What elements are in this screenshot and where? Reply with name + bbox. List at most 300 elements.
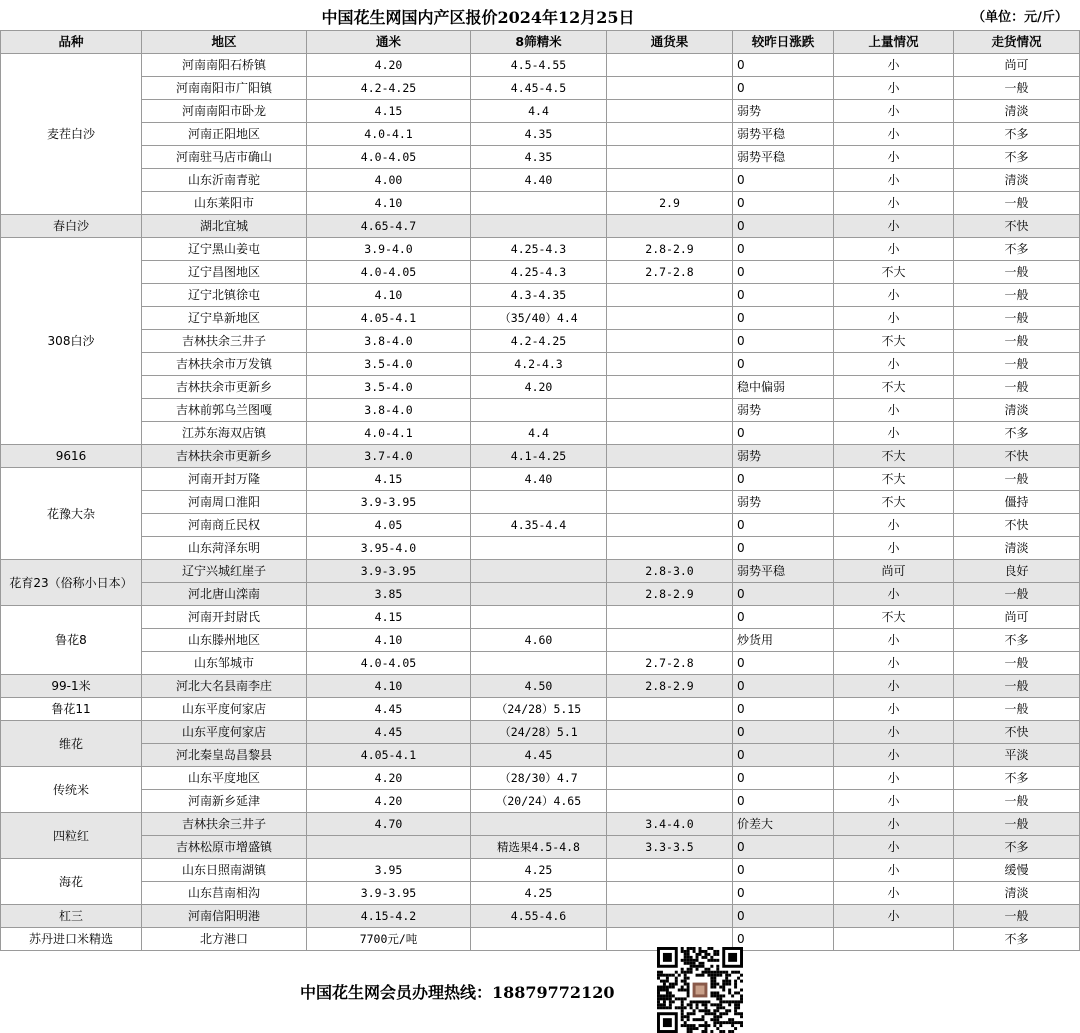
tonghuoguo-cell	[607, 767, 733, 790]
sales-cell: 不快	[954, 445, 1080, 468]
tongmi-cell: 4.20	[307, 767, 471, 790]
8sieve-cell	[471, 583, 607, 606]
sales-cell: 缓慢	[954, 859, 1080, 882]
header-change: 较昨日涨跌	[733, 31, 834, 54]
8sieve-cell: 4.1-4.25	[471, 445, 607, 468]
supply-cell: 小	[834, 514, 954, 537]
change-cell: 弱势平稳	[733, 560, 834, 583]
region-cell: 河南开封尉氏	[142, 606, 307, 629]
region-cell: 山东平度地区	[142, 767, 307, 790]
8sieve-cell	[471, 928, 607, 951]
change-cell: 0	[733, 767, 834, 790]
sales-cell: 不多	[954, 422, 1080, 445]
tonghuoguo-cell: 2.8-2.9	[607, 583, 733, 606]
change-cell: 0	[733, 905, 834, 928]
tongmi-cell: 3.8-4.0	[307, 330, 471, 353]
table-row	[1, 560, 1080, 583]
tongmi-cell: 4.70	[307, 813, 471, 836]
table-row	[1, 813, 1080, 836]
tongmi-cell: 4.15	[307, 468, 471, 491]
change-cell: 稳中偏弱	[733, 376, 834, 399]
change-cell: 0	[733, 330, 834, 353]
table-row	[1, 859, 1080, 882]
tongmi-cell: 4.05	[307, 514, 471, 537]
variety-cell: 花育23（俗称小日本）	[1, 560, 142, 606]
tongmi-cell: 4.20	[307, 790, 471, 813]
tongmi-cell: 4.10	[307, 192, 471, 215]
change-cell: 0	[733, 238, 834, 261]
sales-cell: 一般	[954, 284, 1080, 307]
8sieve-cell: （35/40）4.4	[471, 307, 607, 330]
change-cell: 0	[733, 192, 834, 215]
tongmi-cell: 4.0-4.05	[307, 652, 471, 675]
tongmi-cell: 4.05-4.1	[307, 744, 471, 767]
sales-cell: 清淡	[954, 100, 1080, 123]
tonghuoguo-cell	[607, 100, 733, 123]
table-row	[1, 675, 1080, 698]
supply-cell: 小	[834, 882, 954, 905]
change-cell: 弱势	[733, 491, 834, 514]
table-row	[1, 468, 1080, 491]
change-cell: 炒货用	[733, 629, 834, 652]
tongmi-cell: 4.45	[307, 721, 471, 744]
header-region: 地区	[142, 31, 307, 54]
sales-cell: 尚可	[954, 54, 1080, 77]
region-cell: 辽宁昌图地区	[142, 261, 307, 284]
sales-cell: 不快	[954, 514, 1080, 537]
sales-cell: 清淡	[954, 537, 1080, 560]
tonghuoguo-cell	[607, 376, 733, 399]
8sieve-cell	[471, 813, 607, 836]
sales-cell: 不快	[954, 215, 1080, 238]
8sieve-cell: 4.60	[471, 629, 607, 652]
tongmi-cell	[307, 836, 471, 859]
region-cell: 湖北宜城	[142, 215, 307, 238]
sales-cell: 一般	[954, 330, 1080, 353]
variety-cell: 传统米	[1, 767, 142, 813]
8sieve-cell: 4.45	[471, 744, 607, 767]
change-cell: 弱势	[733, 399, 834, 422]
8sieve-cell: 4.20	[471, 376, 607, 399]
supply-cell: 小	[834, 353, 954, 376]
header-row	[1, 31, 1080, 54]
8sieve-cell: 4.25	[471, 859, 607, 882]
sales-cell: 不多	[954, 146, 1080, 169]
8sieve-cell	[471, 606, 607, 629]
variety-cell: 杠三	[1, 905, 142, 928]
tonghuoguo-cell	[607, 445, 733, 468]
sales-cell: 不多	[954, 928, 1080, 951]
region-cell: 河南南阳市广阳镇	[142, 77, 307, 100]
8sieve-cell: （24/28）5.15	[471, 698, 607, 721]
supply-cell: 小	[834, 215, 954, 238]
change-cell: 0	[733, 169, 834, 192]
8sieve-cell: 4.25-4.3	[471, 238, 607, 261]
sales-cell: 一般	[954, 652, 1080, 675]
region-cell: 江苏东海双店镇	[142, 422, 307, 445]
change-cell: 0	[733, 606, 834, 629]
tonghuoguo-cell	[607, 307, 733, 330]
table-row	[1, 491, 1080, 514]
variety-cell: 99-1米	[1, 675, 142, 698]
table-row	[1, 376, 1080, 399]
variety-cell: 9616	[1, 445, 142, 468]
supply-cell	[834, 928, 954, 951]
region-cell: 河北唐山滦南	[142, 583, 307, 606]
tonghuoguo-cell	[607, 169, 733, 192]
supply-cell: 小	[834, 537, 954, 560]
supply-cell: 小	[834, 721, 954, 744]
8sieve-cell: 4.40	[471, 468, 607, 491]
supply-cell: 小	[834, 652, 954, 675]
region-cell: 辽宁兴城红崖子	[142, 560, 307, 583]
unit-label: （单位：元/斤）	[972, 10, 1068, 25]
sales-cell: 不多	[954, 767, 1080, 790]
region-cell: 辽宁北镇徐屯	[142, 284, 307, 307]
table-row	[1, 54, 1080, 77]
region-cell: 河南新乡延津	[142, 790, 307, 813]
table-row	[1, 652, 1080, 675]
sales-cell: 一般	[954, 905, 1080, 928]
tonghuoguo-cell	[607, 422, 733, 445]
region-cell: 河南南阳市卧龙	[142, 100, 307, 123]
change-cell: 0	[733, 859, 834, 882]
table-row	[1, 77, 1080, 100]
header-tonghuoguo: 通货果	[607, 31, 733, 54]
table-row	[1, 767, 1080, 790]
sales-cell: 尚可	[954, 606, 1080, 629]
table-row	[1, 307, 1080, 330]
tonghuoguo-cell	[607, 215, 733, 238]
variety-cell: 麦茬白沙	[1, 54, 142, 215]
sales-cell: 不多	[954, 629, 1080, 652]
8sieve-cell: 4.40	[471, 169, 607, 192]
tonghuoguo-cell	[607, 146, 733, 169]
table-row	[1, 721, 1080, 744]
change-cell: 0	[733, 261, 834, 284]
sales-cell: 不快	[954, 721, 1080, 744]
table-row	[1, 514, 1080, 537]
change-cell: 0	[733, 77, 834, 100]
sales-cell: 一般	[954, 261, 1080, 284]
sales-cell: 一般	[954, 583, 1080, 606]
table-row	[1, 629, 1080, 652]
supply-cell: 小	[834, 399, 954, 422]
variety-cell: 308白沙	[1, 238, 142, 445]
table-row	[1, 330, 1080, 353]
tonghuoguo-cell	[607, 882, 733, 905]
sales-cell: 平淡	[954, 744, 1080, 767]
variety-cell: 鲁花8	[1, 606, 142, 675]
8sieve-cell: 精选果4.5-4.8	[471, 836, 607, 859]
supply-cell: 小	[834, 146, 954, 169]
change-cell: 0	[733, 307, 834, 330]
sales-cell: 一般	[954, 307, 1080, 330]
tonghuoguo-cell: 2.9	[607, 192, 733, 215]
header-variety: 品种	[1, 31, 142, 54]
table-row	[1, 146, 1080, 169]
region-cell: 河北秦皇岛昌黎县	[142, 744, 307, 767]
region-cell: 河南正阳地区	[142, 123, 307, 146]
change-cell: 0	[733, 537, 834, 560]
tonghuoguo-cell: 2.8-2.9	[607, 675, 733, 698]
tongmi-cell: 3.7-4.0	[307, 445, 471, 468]
variety-cell: 苏丹进口米精选	[1, 928, 142, 951]
tongmi-cell: 3.95-4.0	[307, 537, 471, 560]
change-cell: 0	[733, 215, 834, 238]
header-sales: 走货情况	[954, 31, 1080, 54]
sales-cell: 不多	[954, 238, 1080, 261]
supply-cell: 小	[834, 698, 954, 721]
region-cell: 吉林扶余三井子	[142, 813, 307, 836]
sales-cell: 一般	[954, 192, 1080, 215]
tonghuoguo-cell: 2.7-2.8	[607, 652, 733, 675]
supply-cell: 小	[834, 54, 954, 77]
variety-cell: 维花	[1, 721, 142, 767]
tongmi-cell: 4.00	[307, 169, 471, 192]
region-cell: 河北大名县南李庄	[142, 675, 307, 698]
title-bar	[0, 0, 1080, 30]
region-cell: 山东莱阳市	[142, 192, 307, 215]
tongmi-cell: 3.9-3.95	[307, 491, 471, 514]
tonghuoguo-cell	[607, 284, 733, 307]
tonghuoguo-cell	[607, 123, 733, 146]
8sieve-cell: （28/30）4.7	[471, 767, 607, 790]
supply-cell: 小	[834, 675, 954, 698]
supply-cell: 不大	[834, 491, 954, 514]
8sieve-cell: 4.35	[471, 146, 607, 169]
tonghuoguo-cell	[607, 468, 733, 491]
supply-cell: 小	[834, 123, 954, 146]
supply-cell: 小	[834, 77, 954, 100]
sales-cell: 一般	[954, 376, 1080, 399]
region-cell: 山东平度何家店	[142, 698, 307, 721]
tongmi-cell: 4.0-4.1	[307, 123, 471, 146]
change-cell: 0	[733, 54, 834, 77]
supply-cell: 小	[834, 767, 954, 790]
tonghuoguo-cell: 3.4-4.0	[607, 813, 733, 836]
change-cell: 0	[733, 721, 834, 744]
region-cell: 山东滕州地区	[142, 629, 307, 652]
tongmi-cell: 4.10	[307, 629, 471, 652]
8sieve-cell	[471, 491, 607, 514]
variety-cell: 海花	[1, 859, 142, 905]
variety-cell: 花豫大杂	[1, 468, 142, 560]
8sieve-cell: 4.35	[471, 123, 607, 146]
tonghuoguo-cell	[607, 629, 733, 652]
8sieve-cell	[471, 399, 607, 422]
8sieve-cell: （24/28）5.1	[471, 721, 607, 744]
variety-cell: 春白沙	[1, 215, 142, 238]
table-row	[1, 790, 1080, 813]
tongmi-cell: 3.5-4.0	[307, 353, 471, 376]
change-cell: 0	[733, 744, 834, 767]
supply-cell: 不大	[834, 376, 954, 399]
table-row	[1, 583, 1080, 606]
sales-cell: 一般	[954, 813, 1080, 836]
tonghuoguo-cell	[607, 514, 733, 537]
tonghuoguo-cell	[607, 330, 733, 353]
tongmi-cell: 3.5-4.0	[307, 376, 471, 399]
8sieve-cell: 4.25	[471, 882, 607, 905]
8sieve-cell: 4.3-4.35	[471, 284, 607, 307]
region-cell: 河南驻马店市确山	[142, 146, 307, 169]
table-row	[1, 698, 1080, 721]
variety-cell: 四粒红	[1, 813, 142, 859]
change-cell: 0	[733, 836, 834, 859]
supply-cell: 小	[834, 238, 954, 261]
supply-cell: 不大	[834, 606, 954, 629]
change-cell: 0	[733, 422, 834, 445]
region-cell: 吉林扶余市万发镇	[142, 353, 307, 376]
change-cell: 0	[733, 882, 834, 905]
tongmi-cell: 4.2-4.25	[307, 77, 471, 100]
supply-cell: 小	[834, 629, 954, 652]
sales-cell: 一般	[954, 77, 1080, 100]
8sieve-cell: 4.5-4.55	[471, 54, 607, 77]
change-cell: 弱势平稳	[733, 123, 834, 146]
region-cell: 山东沂南青驼	[142, 169, 307, 192]
table-body	[1, 54, 1080, 951]
table-row	[1, 215, 1080, 238]
tonghuoguo-cell: 2.8-3.0	[607, 560, 733, 583]
tonghuoguo-cell	[607, 790, 733, 813]
supply-cell: 小	[834, 790, 954, 813]
tongmi-cell: 3.9-4.0	[307, 238, 471, 261]
supply-cell: 小	[834, 169, 954, 192]
tongmi-cell: 4.15	[307, 606, 471, 629]
8sieve-cell: 4.25-4.3	[471, 261, 607, 284]
8sieve-cell	[471, 652, 607, 675]
supply-cell: 小	[834, 422, 954, 445]
region-cell: 山东平度何家店	[142, 721, 307, 744]
change-cell: 0	[733, 698, 834, 721]
tongmi-cell: 4.0-4.05	[307, 146, 471, 169]
change-cell: 弱势	[733, 445, 834, 468]
region-cell: 河南开封万隆	[142, 468, 307, 491]
table-row	[1, 353, 1080, 376]
table-row	[1, 537, 1080, 560]
change-cell: 0	[733, 928, 834, 951]
8sieve-cell: 4.2-4.3	[471, 353, 607, 376]
region-cell: 辽宁阜新地区	[142, 307, 307, 330]
supply-cell: 不大	[834, 445, 954, 468]
tongmi-cell: 4.0-4.05	[307, 261, 471, 284]
region-cell: 山东菏泽东明	[142, 537, 307, 560]
change-cell: 0	[733, 790, 834, 813]
change-cell: 弱势平稳	[733, 146, 834, 169]
supply-cell: 不大	[834, 468, 954, 491]
tonghuoguo-cell: 2.7-2.8	[607, 261, 733, 284]
8sieve-cell: 4.35-4.4	[471, 514, 607, 537]
tongmi-cell: 3.85	[307, 583, 471, 606]
supply-cell: 小	[834, 813, 954, 836]
8sieve-cell	[471, 537, 607, 560]
8sieve-cell: 4.50	[471, 675, 607, 698]
table-row	[1, 284, 1080, 307]
tonghuoguo-cell: 2.8-2.9	[607, 238, 733, 261]
table-row	[1, 422, 1080, 445]
region-cell: 山东莒南相沟	[142, 882, 307, 905]
8sieve-cell	[471, 192, 607, 215]
hotline-text: 中国花生网会员办理热线：18879772120	[300, 983, 615, 1002]
tongmi-cell: 3.8-4.0	[307, 399, 471, 422]
tonghuoguo-cell	[607, 721, 733, 744]
change-cell: 价差大	[733, 813, 834, 836]
region-cell: 辽宁黑山姜屯	[142, 238, 307, 261]
table-row	[1, 123, 1080, 146]
sales-cell: 不多	[954, 123, 1080, 146]
table-row	[1, 744, 1080, 767]
table-row	[1, 192, 1080, 215]
8sieve-cell	[471, 560, 607, 583]
sales-cell: 不多	[954, 836, 1080, 859]
tongmi-cell: 7700元/吨	[307, 928, 471, 951]
sales-cell: 一般	[954, 698, 1080, 721]
sales-cell: 一般	[954, 468, 1080, 491]
table-row	[1, 100, 1080, 123]
table-row	[1, 399, 1080, 422]
supply-cell: 小	[834, 100, 954, 123]
sales-cell: 一般	[954, 353, 1080, 376]
sales-cell: 良好	[954, 560, 1080, 583]
change-cell: 0	[733, 468, 834, 491]
table-row	[1, 882, 1080, 905]
qr-code-icon	[656, 947, 744, 1033]
tongmi-cell: 3.9-3.95	[307, 560, 471, 583]
change-cell: 0	[733, 675, 834, 698]
region-cell: 山东日照南湖镇	[142, 859, 307, 882]
table-row	[1, 836, 1080, 859]
table-row	[1, 169, 1080, 192]
region-cell: 河南南阳石桥镇	[142, 54, 307, 77]
8sieve-cell: （20/24）4.65	[471, 790, 607, 813]
supply-cell: 小	[834, 192, 954, 215]
region-cell: 河南商丘民权	[142, 514, 307, 537]
tonghuoguo-cell	[607, 353, 733, 376]
sales-cell: 一般	[954, 790, 1080, 813]
tonghuoguo-cell	[607, 537, 733, 560]
8sieve-cell: 4.45-4.5	[471, 77, 607, 100]
header-8sieve: 8筛精米	[471, 31, 607, 54]
sales-cell: 清淡	[954, 169, 1080, 192]
tonghuoguo-cell	[607, 698, 733, 721]
change-cell: 0	[733, 284, 834, 307]
supply-cell: 小	[834, 859, 954, 882]
tongmi-cell: 4.10	[307, 675, 471, 698]
change-cell: 0	[733, 353, 834, 376]
tonghuoguo-cell	[607, 859, 733, 882]
region-cell: 吉林前郭乌兰图嘎	[142, 399, 307, 422]
table-row	[1, 238, 1080, 261]
change-cell: 0	[733, 652, 834, 675]
table-row	[1, 606, 1080, 629]
tongmi-cell: 4.15-4.2	[307, 905, 471, 928]
region-cell: 吉林扶余市更新乡	[142, 445, 307, 468]
tongmi-cell: 3.9-3.95	[307, 882, 471, 905]
supply-cell: 不大	[834, 330, 954, 353]
region-cell: 山东邹城市	[142, 652, 307, 675]
tonghuoguo-cell	[607, 77, 733, 100]
tongmi-cell: 4.05-4.1	[307, 307, 471, 330]
supply-cell: 小	[834, 583, 954, 606]
sales-cell: 一般	[954, 675, 1080, 698]
header-supply: 上量情况	[834, 31, 954, 54]
supply-cell: 小	[834, 836, 954, 859]
supply-cell: 尚可	[834, 560, 954, 583]
tonghuoguo-cell	[607, 491, 733, 514]
tonghuoguo-cell	[607, 606, 733, 629]
